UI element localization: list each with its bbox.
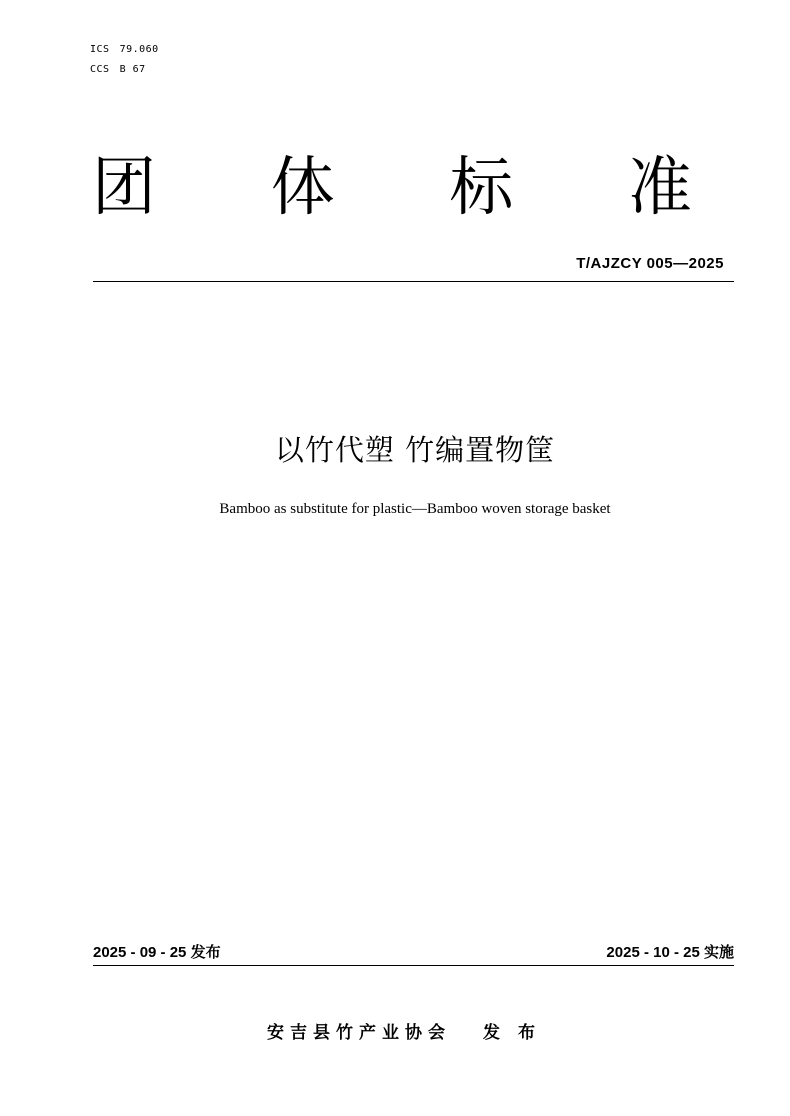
implementation-date: 2025 - 10 - 25 实施 bbox=[606, 944, 734, 961]
standard-number: T/AJZCY 005—2025 bbox=[576, 255, 724, 272]
title-char-3: 标 bbox=[449, 151, 514, 225]
bottom-divider bbox=[93, 965, 734, 966]
classification-codes bbox=[90, 40, 159, 80]
issue-date: 2025 - 09 - 25 发布 bbox=[93, 944, 221, 961]
publisher-name: 安吉县竹产业协会 bbox=[267, 1023, 452, 1043]
ics-label: ICS bbox=[90, 44, 110, 55]
publisher-action: 发 布 bbox=[483, 1023, 541, 1043]
ccs-label: CCS bbox=[90, 64, 110, 75]
title-char-2: 体 bbox=[270, 151, 335, 225]
document-type-title bbox=[92, 148, 692, 228]
english-title: Bamboo as substitute for plastic—Bamboo woven storage basket bbox=[219, 501, 611, 517]
top-divider bbox=[93, 281, 734, 282]
chinese-title: 以竹代塑 竹编置物筐 bbox=[274, 433, 556, 467]
ccs-code-row bbox=[90, 60, 159, 80]
ics-code-row bbox=[90, 40, 159, 60]
ics-value: 79.060 bbox=[119, 44, 159, 55]
title-char-4: 准 bbox=[627, 151, 692, 225]
title-char-1: 团 bbox=[92, 151, 156, 225]
publisher-line bbox=[0, 1018, 790, 1043]
ccs-value: B 67 bbox=[119, 64, 146, 75]
